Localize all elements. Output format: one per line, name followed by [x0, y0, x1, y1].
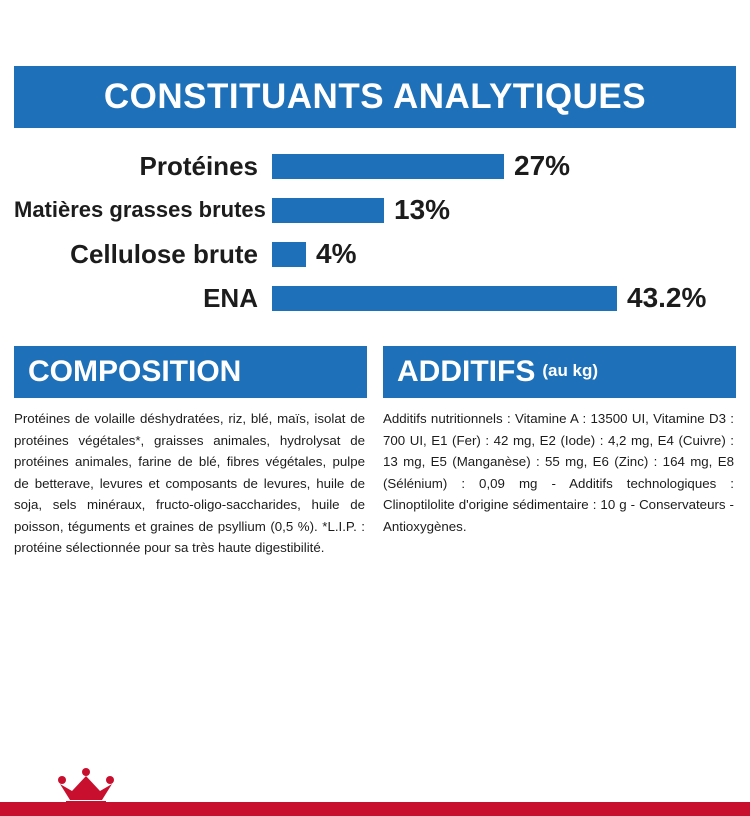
- bar-label: Protéines: [139, 151, 258, 181]
- chart-bar-row: [14, 276, 736, 320]
- composition-text: Protéines de volaille déshydratées, riz, blé, maïs, isolat de protéines végétales*, graisses animales, hydrolysat de protéines animales, farine de blé, fibres végétales, pulpe de betterave, levures et composants de levures, huile de soja, sels minéraux, fructo-oligo-saccharides, huile de poisson, téguments et graines de psyllium (0,5 %). *L.I.P. : protéine sélectionnée pour sa très haute digestibilité.: [14, 411, 365, 556]
- bar-track: [272, 238, 736, 270]
- composition-title: COMPOSITION: [28, 355, 242, 388]
- additives-subtitle: (au kg): [542, 361, 599, 380]
- bar-value: 13%: [394, 194, 451, 225]
- product-info-panel: [0, 66, 750, 816]
- footer-accent-bar: [0, 802, 750, 816]
- chart-bar-row: [14, 188, 736, 232]
- additives-header: [383, 346, 736, 398]
- composition-header: [14, 346, 367, 398]
- bar-value: 27%: [514, 150, 571, 181]
- composition-column: [14, 346, 367, 559]
- composition-body: [14, 408, 367, 559]
- chart-bar-row: [14, 144, 736, 188]
- additives-body: [383, 408, 736, 537]
- bar-track: [272, 150, 736, 182]
- bar-label: Matières grasses brutes: [14, 197, 266, 222]
- bar-track: [272, 282, 736, 314]
- details-columns: [14, 346, 736, 559]
- bar-value: 4%: [316, 238, 357, 269]
- additives-title: ADDITIFS: [397, 355, 536, 388]
- bar-track: [272, 194, 736, 226]
- bar-label: ENA: [203, 283, 258, 313]
- additives-column: [383, 346, 736, 559]
- royal-canin-crown-icon: [50, 766, 122, 806]
- bar-fill: [272, 286, 617, 311]
- bar-fill: [272, 154, 504, 179]
- analytical-constituents-title: CONSTITUANTS ANALYTIQUES: [103, 77, 647, 116]
- additives-text: Additifs nutritionnels : Vitamine A : 13500 UI, Vitamine D3 : 700 UI, E1 (Fer) : 42 mg, E2 (Iode) : 4,2 mg, E4 (Cuivre) : 13 mg, E5 (Manganèse) : 55 mg, E6 (Zinc) : 164 mg, E8 (Sélénium) : 0,09 mg - Additifs technologiques : Clinoptilolite d'origine sédimentaire : 10 g - Conservateurs - Antioxygènes.: [383, 411, 734, 534]
- bar-value: 43.2%: [627, 282, 707, 313]
- bar-fill: [272, 242, 306, 267]
- analytical-constituents-chart: [14, 144, 736, 320]
- chart-bar-row: [14, 232, 736, 276]
- footer: [0, 764, 750, 816]
- bar-label: Cellulose brute: [70, 239, 258, 269]
- bar-fill: [272, 198, 384, 223]
- analytical-constituents-header: [14, 66, 736, 128]
